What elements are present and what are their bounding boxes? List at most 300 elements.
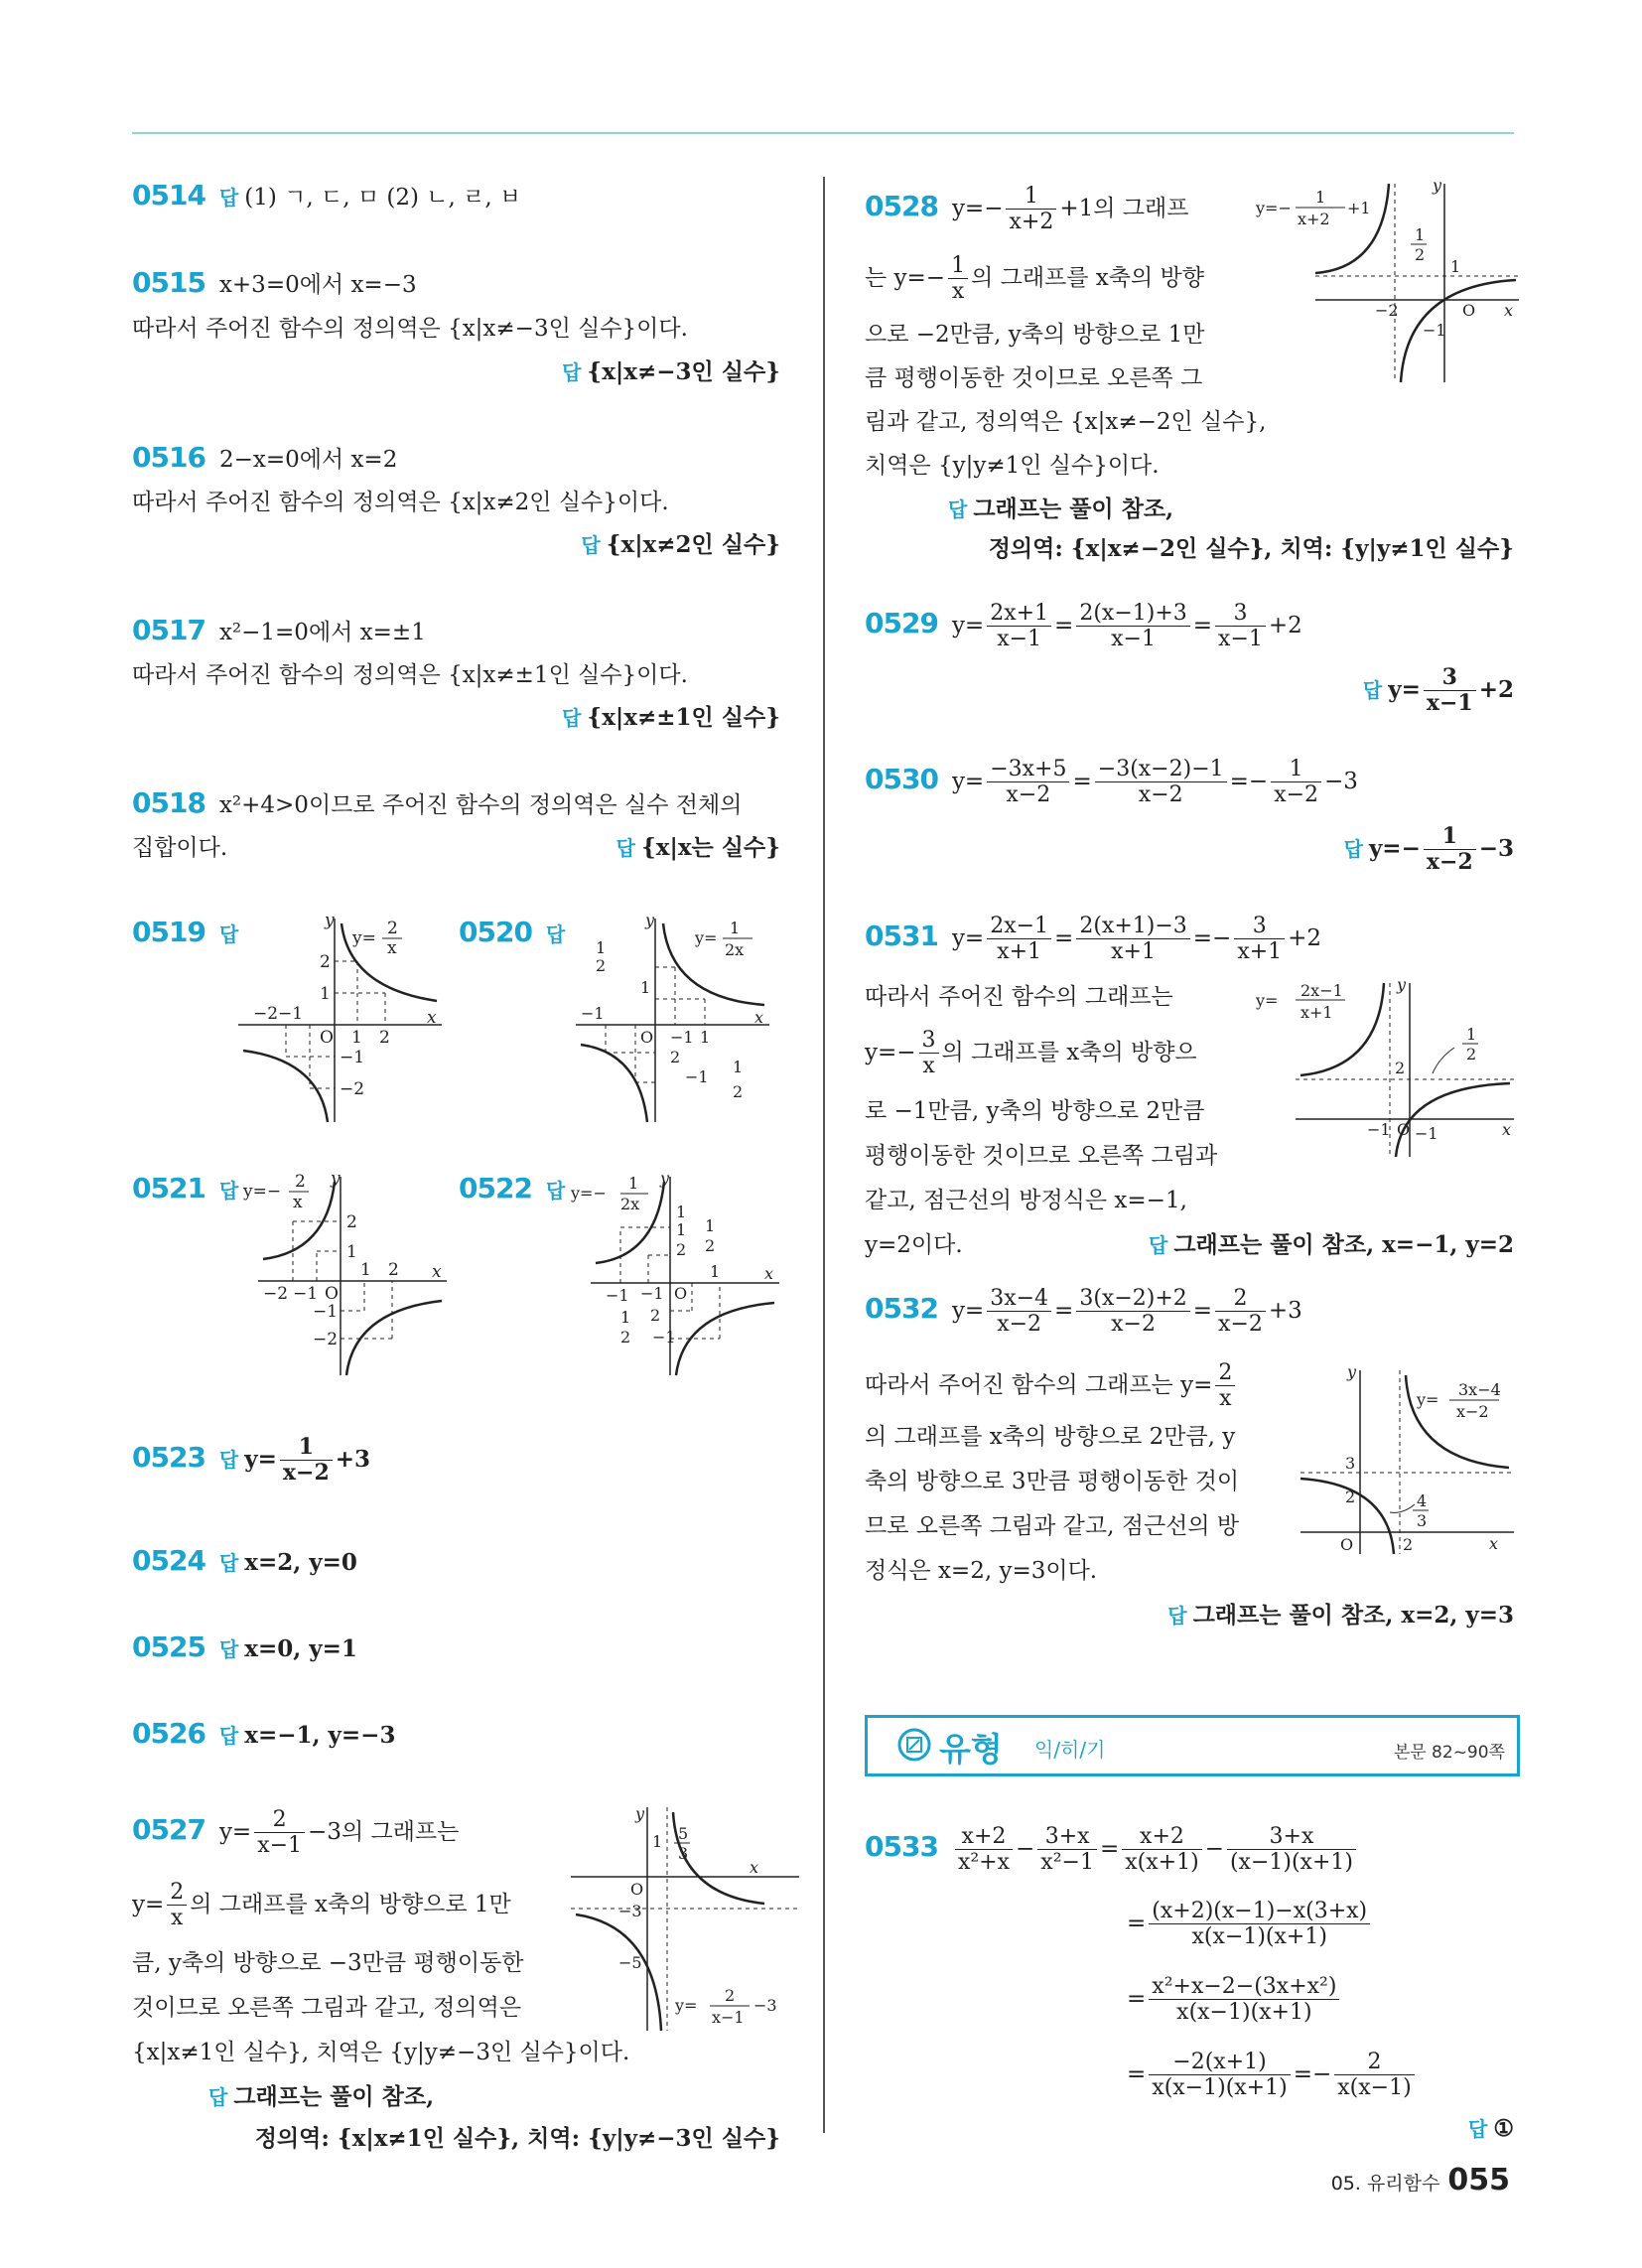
- solution-line: 따라서 주어진 함수의 그래프는: [865, 984, 1173, 1010]
- axis-label-x: x: [1489, 1534, 1499, 1553]
- denominator: x²−1: [1040, 1850, 1094, 1876]
- problem-0515: [132, 266, 417, 299]
- tick: 1: [1415, 225, 1426, 244]
- numerator: 1: [948, 253, 968, 279]
- solution-line: x+3=0에서 x=−3: [218, 272, 417, 298]
- tick: −1: [685, 1067, 709, 1086]
- denominator: x−2: [1274, 782, 1319, 808]
- answer-text: (1) ㄱ, ㄷ, ㅁ (2) ㄴ, ㄹ, ㅂ: [244, 185, 522, 211]
- numerator: 2(x−1)+3: [1076, 601, 1189, 627]
- tick: −2: [263, 1284, 289, 1304]
- denominator: x(x−1): [1337, 2075, 1412, 2101]
- graph-eq: y=−: [571, 1184, 607, 1203]
- numerator: 1: [1424, 824, 1476, 850]
- problem-0526: [132, 1717, 395, 1750]
- eq-suffix: +2: [1288, 924, 1322, 951]
- solution-line: 집합이다.: [132, 835, 228, 861]
- tick: −1: [1423, 321, 1446, 340]
- chapter-label: 05. 유리함수: [1330, 2173, 1440, 2195]
- solution-line: 의 그래프를 x축의 방향으로 2만큼, y: [865, 1424, 1236, 1450]
- answer-text: {x|x≠−3인 실수}: [587, 358, 780, 385]
- section-ref: 본문 82~90쪽: [1393, 1743, 1505, 1763]
- tick: 2: [733, 1082, 744, 1101]
- axis-label-x: x: [427, 1008, 437, 1028]
- eq-numerator: 2: [295, 1172, 306, 1192]
- solution-line: [865, 1028, 1197, 1079]
- answer-text: 정의역: {x|x≠−2인 실수}, 치역: {y|y≠1인 실수}: [988, 535, 1514, 562]
- graph-eq: y=−: [1256, 199, 1292, 217]
- axis-label-y: y: [635, 1804, 645, 1823]
- numerator: 2(x+1)−3: [1076, 914, 1189, 939]
- numerator: 3+x: [1037, 1824, 1097, 1850]
- denominator: x+1: [1111, 939, 1156, 965]
- graph-0531: [1256, 975, 1519, 1162]
- axis-label-x: x: [754, 1008, 764, 1027]
- problem-0517: [132, 614, 426, 646]
- answer-label: 답: [218, 1179, 239, 1203]
- tick: O: [640, 1028, 654, 1047]
- axis-label-x: x: [1504, 301, 1514, 320]
- tick: −1: [340, 1048, 365, 1067]
- axis-label-y: y: [645, 911, 655, 929]
- problem-0521: [132, 1172, 244, 1205]
- answer-label: 답: [208, 2085, 228, 2109]
- solution-line: 로 −1만큼, y축의 방향으로 2만큼: [865, 1098, 1205, 1124]
- problem-0520: [459, 916, 571, 948]
- tick: 2: [1395, 1059, 1406, 1077]
- tick: 1: [700, 1028, 711, 1047]
- problem-0527: [132, 1807, 459, 1859]
- answer-label: 답: [218, 1637, 239, 1661]
- answer-suffix: −3: [1478, 834, 1514, 862]
- denominator: (x−1)(x+1): [1229, 1850, 1353, 1876]
- tick: −1: [293, 1284, 319, 1304]
- solution-step: = $\frac{-2(x+1)}{x(x-1)(x+1)}$ =− $\frac{2}{x(x-1)}$: [1127, 2050, 1418, 2101]
- tick: 5: [678, 1824, 689, 1843]
- answer: [1167, 1597, 1514, 1630]
- tick: −2: [340, 1079, 365, 1099]
- tick: −1: [606, 1286, 629, 1305]
- tick: O: [674, 1284, 688, 1303]
- tick: 2: [596, 956, 607, 975]
- tick: 1: [652, 1832, 663, 1851]
- tick: O: [1397, 1120, 1411, 1139]
- axis-label-y: y: [660, 1169, 670, 1188]
- solution-line: [865, 1360, 1238, 1412]
- eq-numerator: 1: [1315, 188, 1326, 207]
- eq-denominator: x: [293, 1193, 303, 1212]
- graph-0521: [243, 1169, 452, 1385]
- graph-eq: y=−: [243, 1182, 282, 1202]
- denominator: x: [922, 1054, 935, 1079]
- graph-eq: y=: [675, 1996, 698, 2015]
- answer-label: 답: [562, 706, 582, 730]
- tick: 2: [705, 1236, 716, 1255]
- solution-line: 같고, 점근선의 방정식은 x=−1,: [865, 1188, 1187, 1213]
- tick: 2: [650, 1306, 661, 1325]
- section-header: [865, 1715, 1520, 1776]
- eq-numerator: 2: [725, 1986, 736, 2005]
- problem-0516: [132, 441, 397, 474]
- denominator: x−1: [257, 1833, 303, 1859]
- answer-label: 답: [218, 1447, 239, 1472]
- eq-suffix: +1의 그래프: [1059, 195, 1189, 221]
- numerator: x+2: [1122, 1824, 1201, 1850]
- tick: −1: [581, 1004, 605, 1023]
- eq-suffix: +1: [1347, 199, 1371, 217]
- tick: 1: [640, 978, 651, 997]
- solution-line: 림과 같고, 정의역은 {x|x≠−2인 실수},: [865, 409, 1267, 435]
- answer-text: ①: [1493, 2115, 1514, 2142]
- denominator: x: [1219, 1386, 1232, 1412]
- numerator: 2: [167, 1880, 187, 1906]
- answer: [581, 526, 780, 559]
- axis-label-y: y: [1397, 975, 1407, 994]
- answer-label: 답: [1468, 2117, 1488, 2141]
- denominator: x−2: [997, 1312, 1042, 1338]
- answer-label: 답: [581, 533, 601, 557]
- eq-prefix: 따라서 주어진 함수의 그래프는 y=: [865, 1371, 1213, 1398]
- tick: 1: [320, 984, 331, 1004]
- problem-number: 0533: [865, 1829, 938, 1863]
- answer-label: 답: [1343, 836, 1363, 861]
- problem-number: 0531: [865, 919, 938, 952]
- answer-detail: [255, 2120, 780, 2153]
- problem-number: 0524: [132, 1544, 205, 1577]
- eq-denominator: x: [387, 938, 397, 958]
- graph-0522: [571, 1169, 784, 1385]
- tick: 1: [351, 1028, 362, 1048]
- tick: 1: [346, 1242, 357, 1262]
- tick: −3: [618, 1902, 642, 1920]
- answer-text: 그래프는 풀이 참조,: [973, 496, 1174, 522]
- answer-label: 답: [218, 922, 239, 946]
- axis-label-x: x: [750, 1858, 759, 1877]
- answer-text: 그래프는 풀이 참조, x=2, y=3: [1192, 1602, 1514, 1629]
- answer: [208, 2078, 434, 2111]
- answer-label: 답: [218, 1724, 239, 1748]
- tick: 1: [1450, 257, 1461, 276]
- tick: 2: [346, 1212, 357, 1232]
- eq-suffix: −3의 그래프는: [308, 1818, 460, 1845]
- numerator: x+2: [955, 1824, 1013, 1850]
- tick: 1: [705, 1216, 716, 1235]
- eq-numerator: 1: [628, 1174, 639, 1193]
- answer-text: x=0, y=1: [244, 1635, 357, 1662]
- solution-line: 따라서 주어진 함수의 정의역은 {x|x≠2인 실수}이다.: [132, 490, 669, 515]
- tick: 1: [1466, 1025, 1477, 1044]
- eq-denominator: x+1: [1300, 1003, 1333, 1022]
- numerator: 2x−1: [987, 914, 1051, 939]
- problem-0525: [132, 1630, 357, 1663]
- tick: −1: [1415, 1124, 1438, 1143]
- eq-numerator: 2: [387, 919, 398, 938]
- solution-line: 으로 −2만큼, y축의 방향으로 1만: [865, 322, 1205, 348]
- tick: −1: [313, 1302, 339, 1322]
- answer: 답 y= $\frac{3}{x-1}$ +2: [1362, 664, 1514, 717]
- answer-label: 답: [562, 360, 582, 384]
- problem-number: 0520: [459, 916, 532, 948]
- tick: O: [1340, 1535, 1354, 1554]
- answer-prefix: y=: [244, 1445, 277, 1473]
- problem-0514: [132, 179, 521, 212]
- tick: 2: [1415, 245, 1426, 264]
- tick: −2: [313, 1330, 339, 1349]
- graph-eq: y=: [1256, 991, 1279, 1010]
- denominator: x+1: [997, 939, 1042, 965]
- denominator: x−2: [1138, 782, 1183, 808]
- problem-number: 0529: [865, 606, 938, 639]
- problem-number: 0527: [132, 1812, 205, 1846]
- denominator: x−2: [1218, 1312, 1263, 1338]
- note-icon: [897, 1728, 931, 1762]
- graph-eq: y=: [695, 928, 718, 947]
- tick: 1: [733, 1058, 744, 1076]
- tick: 2: [1466, 1045, 1477, 1063]
- eq-numerator: 2x−1: [1300, 981, 1343, 1000]
- problem-number: 0517: [132, 614, 205, 646]
- problem-0533: 0533 $\frac{x+2}{\text{x²+x}}$ − $\frac{3+x}{\text{x²−1}}$ = $\frac{x+2}{x(x+1)}$ − $\frac{3+x}{(x-1)(x+1)}$: [865, 1824, 1359, 1876]
- axis-label-y: y: [325, 911, 335, 930]
- answer-label: 답: [616, 836, 635, 860]
- answer-label: 답: [545, 922, 566, 946]
- axis-label-x: x: [432, 1262, 442, 1282]
- tick: 1: [596, 938, 607, 957]
- problem-0519: [132, 916, 244, 948]
- eq-suffix: +3: [1268, 1297, 1302, 1324]
- tick: −2: [253, 1004, 279, 1024]
- eq-numerator: 1: [730, 919, 741, 937]
- problem-number: 0532: [865, 1291, 938, 1325]
- answer-text: [244, 1434, 371, 1487]
- eq-denominator: x−2: [1456, 1402, 1489, 1421]
- section-subtitle: 익/히/기: [1034, 1738, 1106, 1762]
- graph-0520: [576, 911, 774, 1127]
- answer-detail: [989, 530, 1514, 563]
- tick: 2: [620, 1328, 631, 1347]
- tick: 1: [360, 1260, 371, 1280]
- eq-prefix: y=−: [951, 195, 1004, 221]
- denominator: x−2: [282, 1460, 330, 1487]
- numerator: 3(x−2)+2: [1076, 1286, 1189, 1312]
- numerator: 3: [1215, 601, 1266, 627]
- answer-label: 답: [1362, 677, 1383, 702]
- denominator: x−1: [1218, 627, 1263, 652]
- tick: O: [325, 1284, 339, 1304]
- solution-line: [865, 253, 1204, 305]
- tick: 1: [676, 1220, 687, 1239]
- tick: O: [320, 1028, 334, 1048]
- answer-label: 답: [1167, 1604, 1187, 1628]
- tick: 2: [388, 1260, 399, 1280]
- answer-label: 답: [948, 497, 968, 521]
- axis-label-x: x: [1502, 1120, 1512, 1139]
- graph-0532: [1296, 1362, 1519, 1559]
- answer-suffix: +2: [1478, 675, 1514, 703]
- problem-number: 0522: [459, 1172, 532, 1205]
- tick: 1: [620, 1308, 631, 1327]
- numerator: 3: [1234, 914, 1285, 939]
- numerator: −3x+5: [987, 757, 1069, 782]
- answer: [948, 491, 1173, 523]
- numerator: −2(x+1): [1149, 2050, 1290, 2075]
- tick: 2: [379, 1028, 390, 1048]
- tick: 1: [710, 1262, 721, 1281]
- numerator: 3+x: [1227, 1824, 1356, 1850]
- solution-line: 축의 방향으로 3만큼 평행이동한 것이: [865, 1469, 1240, 1494]
- axis-label-y: y: [331, 1169, 341, 1189]
- eq-suffix: +2: [1268, 612, 1302, 638]
- answer-label: 답: [218, 186, 239, 210]
- answer-label: 답: [545, 1179, 566, 1203]
- eq-suffix: 의 그래프를 x축의 방향으로 1만: [190, 1891, 511, 1917]
- axis-label-y: y: [1347, 1362, 1357, 1381]
- solution-line: 따라서 주어진 함수의 정의역은 {x|x≠±1인 실수}이다.: [132, 662, 688, 688]
- numerator: 2: [1215, 1360, 1235, 1386]
- solution-step: = $\frac{\text{x²+x−2−(3x+x²)}}{x(x-1)(x+1)}$: [1127, 1974, 1342, 2026]
- denominator: x(x−1)(x+1): [1191, 1924, 1327, 1950]
- problem-number: 0515: [132, 266, 205, 299]
- numerator: −3(x−2)−1: [1095, 757, 1227, 782]
- tick: 2: [676, 1240, 687, 1259]
- answer-label: 답: [1148, 1233, 1168, 1257]
- denominator: x: [951, 279, 965, 305]
- numerator: (x+2)(x−1)−x(3+x): [1149, 1899, 1370, 1924]
- solution-line: x²−1=0에서 x=±1: [218, 620, 426, 645]
- answer: [1149, 1226, 1514, 1259]
- eq-suffix: 의 그래프를 x축의 방향으: [941, 1039, 1197, 1065]
- numerator: 2: [1334, 2050, 1414, 2075]
- problem-0532: 0532 y= $\frac{3x-4}{x-2}$ = $\frac{3(x-2)+2}{x-2}$ = $\frac{2}{x-2}$ +3: [865, 1286, 1302, 1338]
- tick: −1: [640, 1284, 664, 1303]
- answer-text: {x|x≠2인 실수}: [606, 531, 780, 558]
- tick: 2: [320, 952, 331, 972]
- problem-0531: 0531 y= $\frac{2x-1}{x+1}$ = $\frac{2(x+1)-3}{x+1}$ =− $\frac{3}{x+1}$ +2: [865, 914, 1322, 965]
- eq-denominator: x−1: [712, 2008, 745, 2027]
- answer-text: {x|x≠±1인 실수}: [587, 704, 780, 731]
- problem-number: 0514: [132, 179, 205, 212]
- denominator: x−2: [1111, 1312, 1156, 1338]
- numerator: 2: [1215, 1286, 1266, 1312]
- answer: [1468, 2113, 1514, 2142]
- problem-0522: [459, 1172, 571, 1205]
- solution-line: 것이므로 오른쪽 그림과 같고, 정의역은: [132, 1995, 522, 2021]
- tick: O: [630, 1880, 644, 1899]
- answer-suffix: +3: [335, 1445, 371, 1473]
- denominator: x(x+1): [1125, 1850, 1199, 1876]
- tick: 3: [1345, 1454, 1356, 1473]
- solution-line: 평행이동한 것이므로 오른쪽 그림과: [865, 1143, 1218, 1169]
- answer-text: 정의역: {x|x≠1인 실수}, 치역: {y|y≠−3인 실수}: [254, 2125, 780, 2152]
- answer-text: 그래프는 풀이 참조,: [233, 2083, 435, 2110]
- answer-text: x=−1, y=−3: [244, 1722, 396, 1749]
- denominator: x+2: [1009, 210, 1054, 235]
- numerator: 3: [1424, 665, 1476, 691]
- problem-number: 0530: [865, 762, 938, 795]
- answer: [562, 699, 780, 732]
- problem-number: 0519: [132, 916, 205, 948]
- tick: −2: [1375, 301, 1399, 320]
- solution-line: 치역은 {y|y≠1인 실수}이다.: [865, 453, 1160, 479]
- eq-denominator: x+2: [1298, 210, 1330, 228]
- problem-number: 0521: [132, 1172, 205, 1205]
- tick: −1: [652, 1328, 676, 1347]
- numerator: 2: [254, 1807, 305, 1833]
- tick: −5: [618, 1953, 642, 1972]
- answer-text: 그래프는 풀이 참조, x=−1, y=2: [1173, 1231, 1514, 1258]
- tick: 4: [1417, 1491, 1428, 1510]
- tick: 3: [678, 1844, 689, 1863]
- problem-number: 0526: [132, 1717, 205, 1750]
- section-title: 유형: [939, 1730, 1003, 1769]
- top-rule: [132, 132, 1514, 134]
- numerator: 1: [280, 1435, 333, 1461]
- answer-text: x=2, y=0: [244, 1549, 357, 1576]
- problem-0528: [865, 184, 1188, 235]
- answer-label: 답: [218, 1551, 239, 1575]
- problem-number: 0516: [132, 441, 205, 474]
- graph-0527: [571, 1804, 809, 2036]
- eq-prefix: y=: [218, 1818, 252, 1845]
- numerator: 3: [919, 1028, 939, 1054]
- eq-numerator: 3x−4: [1458, 1380, 1501, 1399]
- tick: O: [1462, 301, 1476, 320]
- graph-0519: [238, 911, 447, 1127]
- solution-line: y=2이다.: [865, 1232, 963, 1258]
- denominator: x−1: [997, 627, 1042, 652]
- numerator: 2x+1: [987, 601, 1051, 627]
- graph-eq: y=: [352, 928, 376, 948]
- tick: 2: [670, 1048, 681, 1066]
- numerator: 1: [1271, 757, 1321, 782]
- eq-suffix: −3: [1324, 768, 1358, 794]
- denominator: x(x−1)(x+1): [1176, 2000, 1312, 2026]
- denominator: x: [171, 1906, 184, 1931]
- problem-number: 0518: [132, 786, 205, 819]
- solution-line: [132, 1880, 511, 1931]
- solution-line: 큼, y축의 방향으로 −3만큼 평행이동한: [132, 1950, 524, 1976]
- tick: 1: [676, 1203, 687, 1221]
- page-number: 055: [1447, 2163, 1510, 2197]
- solution-line: x²+4>0이므로 주어진 함수의 정의역은 실수 전체의: [218, 792, 743, 818]
- eq-prefix: y=: [132, 1891, 165, 1917]
- eq-suffix: 의 그래프를 x축의 방향: [971, 264, 1204, 291]
- problem-0523: [132, 1435, 370, 1487]
- problem-0518: [132, 786, 742, 819]
- problem-number: 0523: [132, 1440, 205, 1474]
- curve-branch-2: [243, 1051, 328, 1122]
- tick: −1: [278, 1004, 304, 1024]
- problem-0530: 0530 y= $\frac{-3x+5}{x-2}$ = $\frac{-3(x-2)-1}{x-2}$ =− $\frac{1}{x-2}$ −3: [865, 757, 1358, 808]
- eq-denominator: 2x: [620, 1195, 640, 1213]
- answer: [562, 354, 780, 386]
- tick: 2: [1345, 1488, 1356, 1506]
- numerator: 1: [1006, 184, 1056, 210]
- answer-text: {x|x는 실수}: [640, 834, 780, 861]
- problem-number: 0528: [865, 189, 938, 222]
- numerator: x²+x−2−(3x+x²): [1149, 1974, 1339, 2000]
- denominator: x−2: [1006, 782, 1051, 808]
- denominator: x−1: [1426, 690, 1473, 717]
- solution-step: = $\frac{(x+2)(x-1)-x(3+x)}{x(x-1)(x+1)}$: [1127, 1899, 1373, 1950]
- problem-0524: [132, 1544, 357, 1577]
- denominator: x(x−1)(x+1): [1152, 2075, 1288, 2101]
- denominator: x²+x: [957, 1850, 1011, 1876]
- denominator: x−2: [1426, 849, 1473, 876]
- page-footer: [1331, 2163, 1510, 2197]
- solution-line: 정식은 x=2, y=3이다.: [865, 1558, 1098, 1584]
- numerator: 3x−4: [987, 1286, 1051, 1312]
